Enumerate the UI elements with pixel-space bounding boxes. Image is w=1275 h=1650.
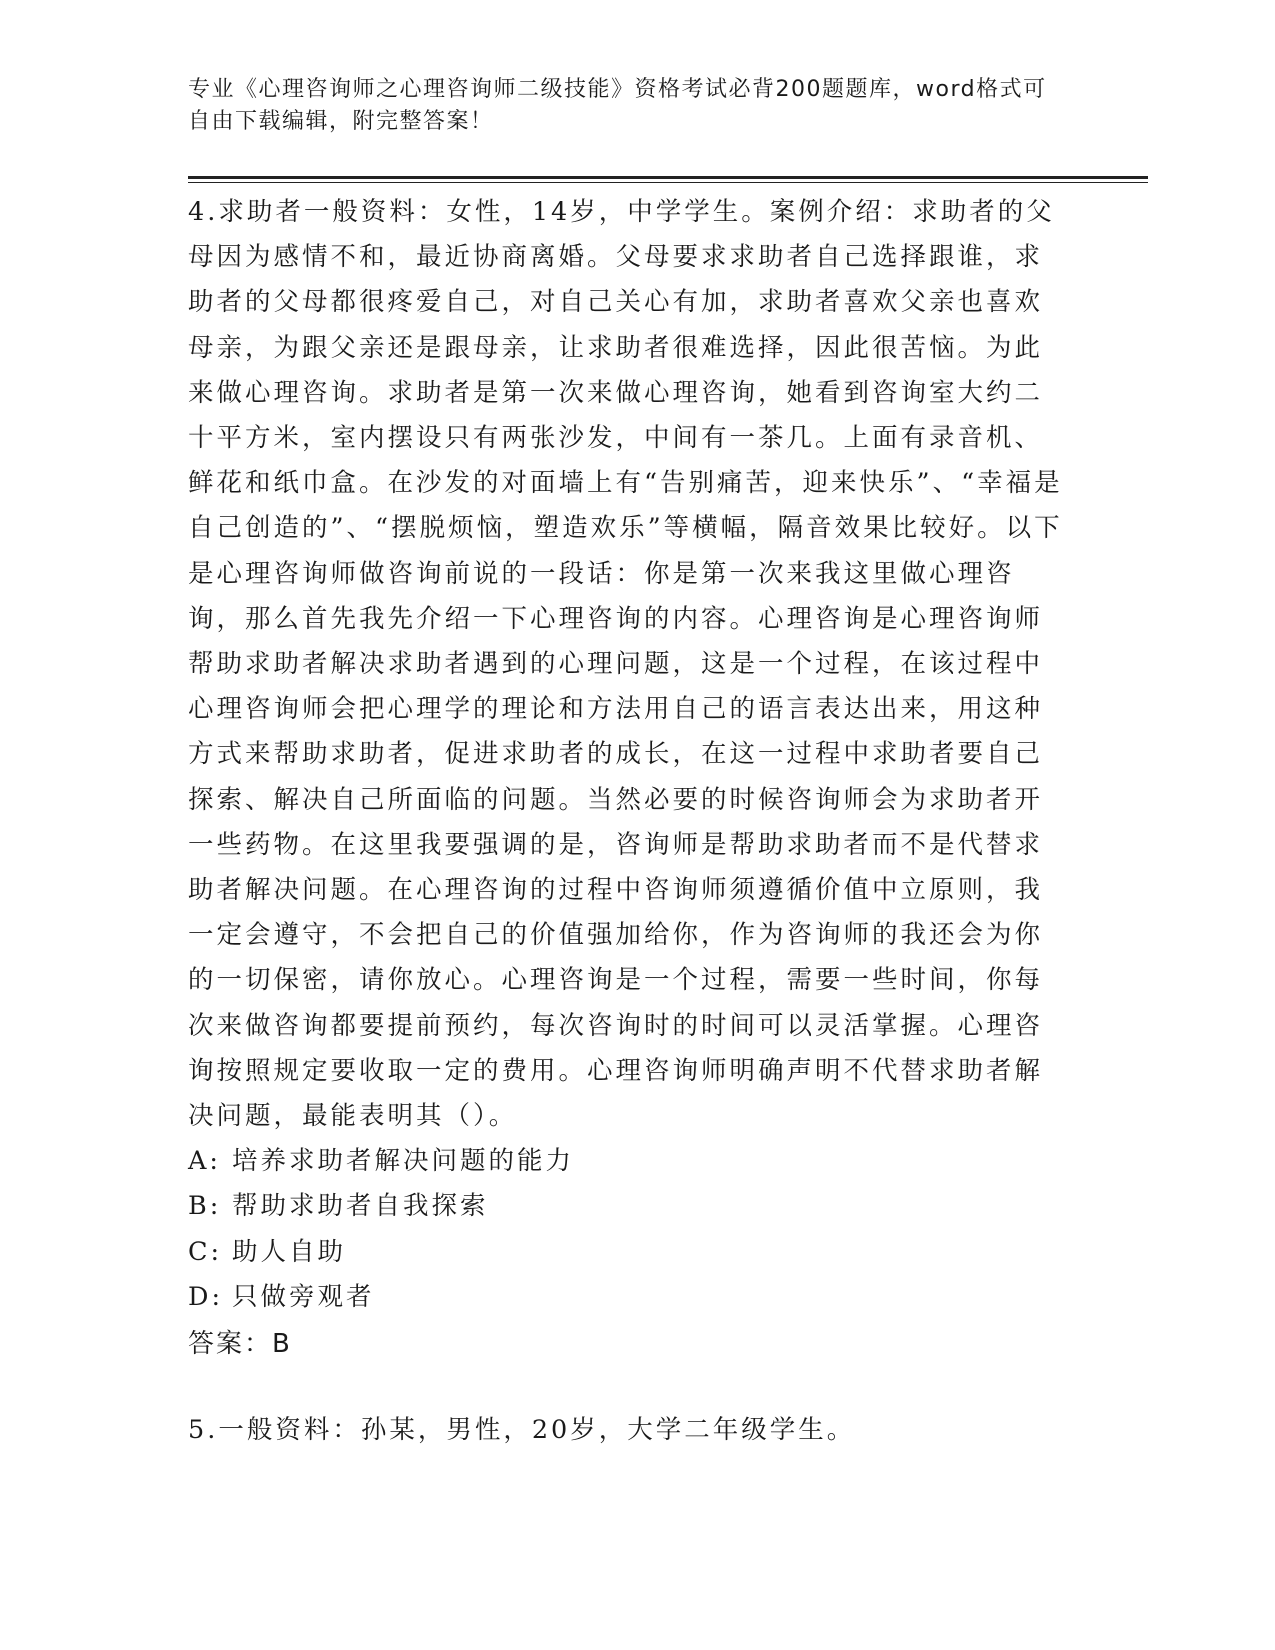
option-a bbox=[188, 1139, 1068, 1184]
option-c bbox=[188, 1230, 1068, 1275]
document-header: 专业《心理咨询师之心理咨询师二级技能》资格考试必背200题题库，word格式可自由下载编辑，附完整答案！ bbox=[188, 77, 1047, 134]
option-d-text: 只做旁观者 bbox=[232, 1281, 375, 1312]
option-a-text: 培养求助者解决问题的能力 bbox=[232, 1146, 575, 1177]
question-5-text: 5.一般资料：孙某，男性，20岁，大学二年级学生。 bbox=[188, 1415, 856, 1446]
option-b-key: B: bbox=[188, 1191, 222, 1222]
question-4 bbox=[188, 190, 1068, 1368]
option-c-text: 助人自助 bbox=[232, 1236, 347, 1267]
question-4-answer: 答案：B bbox=[188, 1329, 292, 1360]
option-d bbox=[188, 1275, 1068, 1320]
document-body bbox=[188, 190, 1068, 1453]
option-d-key: D: bbox=[188, 1281, 224, 1312]
option-a-key: A: bbox=[188, 1146, 222, 1177]
option-b-text: 帮助求助者自我探索 bbox=[232, 1191, 489, 1222]
option-b bbox=[188, 1184, 1068, 1229]
option-c-key: C: bbox=[188, 1236, 223, 1267]
question-4-text: 4.求助者一般资料：女性，14岁，中学学生。案例介绍：求助者的父母因为感情不和，最近协商离婚。父母要求求助者自己选择跟谁，求助者的父母都很疼爱自己，对自己关心有加，求助者喜欢父亲也喜欢母亲，为跟父亲还是跟母亲，让求助者很难选择，因此很苦恼。为此来做心理咨询。求助者是第一次来做心理咨询，她看到咨询室大约二十平方米，室内摆设只有两张沙发，中间有一茶几。上面有录音机、鲜花和纸巾盒。在沙发的对面墙上有“告别痛苦，迎来快乐”、“幸福是自己创造的”、“摆脱烦恼，塑造欢乐”等横幅，隔音效果比较好。以下是心理咨询师做咨询前说的一段话：你是第一次来我这里做心理咨询，那么首先我先介绍一下心理咨询的内容。心理咨询是心理咨询师帮助求助者解决求助者遇到的心理问题，这是一个过程，在该过程中心理咨询师会把心理学的理论和方法用自己的语言表达出来，用这种方式来帮助求助者，促进求助者的成长，在这一过程中求助者要自己探索、解决自己所面临的问题。当然必要的时候咨询师会为求助者开一些药物。在这里我要强调的是，咨询师是帮助求助者而不是代替求助者解决问题。在心理咨询的过程中咨询师须遵循价值中立原则，我一定会遵守，不会把自己的价值强加给你，作为咨询师的我还会为你的一切保密，请你放心。心理咨询是一个过程，需要一些时间，你每次来做咨询都要提前预约，每次咨询时的时间可以灵活掌握。心理咨询按照规定要收取一定的费用。心理咨询师明确声明不代替求助者解决问题，最能表明其（）。 bbox=[188, 197, 1063, 1132]
header-divider-thin bbox=[188, 182, 1148, 183]
header-divider-thick bbox=[188, 176, 1148, 179]
